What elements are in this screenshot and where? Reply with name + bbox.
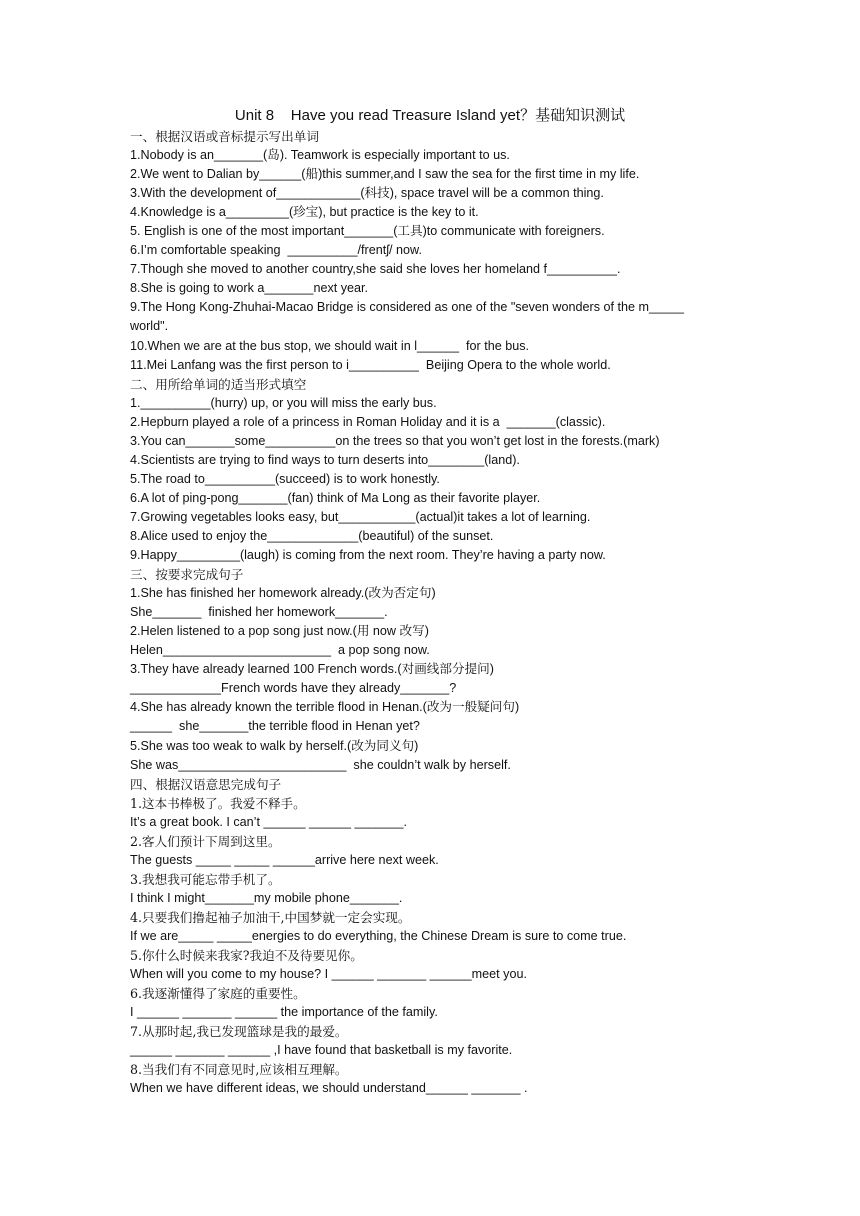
exercise-line: world". bbox=[130, 319, 169, 334]
page-title: Unit 8 Have you read Treasure Island yet？基础知识测试 bbox=[234, 107, 626, 124]
exercise-line: ______ _______ ______ ,I have found that basketball is my favorite. bbox=[130, 1043, 513, 1058]
exercise-line: 5. English is one of the most important_______(工具)to communicate with foreigners. bbox=[130, 224, 605, 239]
exercise-line: 4.She has already known the terrible flood in Henan.(改为一般疑问句) bbox=[130, 700, 520, 715]
exercise-line: 10.When we are at the bus stop, we should wait in l______ for the bus. bbox=[130, 338, 530, 353]
exercise-line: 1.She has finished her homework already.(改为否定句) bbox=[130, 586, 436, 601]
exercise-line: When we have different ideas, we should understand______ _______ . bbox=[130, 1081, 528, 1096]
exercise-line: 6.I’m comfortable speaking __________/frentʃ/ now. bbox=[130, 243, 422, 258]
exercise-line: 11.Mei Lanfang was the first person to i__________ Beijing Opera to the whole world. bbox=[130, 357, 611, 372]
exercise-line: _____________French words have they already_______? bbox=[130, 681, 457, 696]
section-heading: 7.从那时起,我已发现篮球是我的最爱。 bbox=[130, 1024, 348, 1040]
section-heading: 8.当我们有不同意见时,应该相互理解。 bbox=[130, 1062, 348, 1078]
exercise-line: 1.Nobody is an_______(岛). Teamwork is especially important to us. bbox=[130, 148, 510, 163]
exercise-line: When will you come to my house? I ______ _______ ______meet you. bbox=[130, 967, 527, 982]
exercise-line: It’s a great book. I can’t ______ ______ _______. bbox=[130, 814, 408, 829]
section-heading: 5.你什么时候来我家?我迫不及待要见你。 bbox=[130, 948, 363, 964]
section-heading: 6.我逐渐懂得了家庭的重要性。 bbox=[130, 986, 306, 1002]
section-heading: 3.我想我可能忘带手机了。 bbox=[130, 871, 281, 887]
section-heading: 三、按要求完成句子 bbox=[130, 567, 244, 583]
exercise-line: If we are_____ _____energies to do everything, the Chinese Dream is sure to come true. bbox=[130, 928, 627, 943]
exercise-line: The guests _____ _____ ______arrive here next week. bbox=[130, 852, 439, 867]
exercise-line: 7.Growing vegetables looks easy, but___________(actual)it takes a lot of learning. bbox=[130, 509, 591, 524]
exercise-line: 4.Knowledge is a_________(珍宝), but practice is the key to it. bbox=[130, 205, 479, 220]
exercise-line: 8.She is going to work a_______next year. bbox=[130, 281, 369, 296]
exercise-line: 9.The Hong Kong-Zhuhai-Macao Bridge is considered as one of the "seven wonders of the m_____ bbox=[130, 300, 685, 315]
exercise-body bbox=[130, 127, 730, 1098]
exercise-line: 1.__________(hurry) up, or you will miss the early bus. bbox=[130, 395, 437, 410]
exercise-line: 2.Hepburn played a role of a princess in Roman Holiday and it is a _______(classic). bbox=[130, 414, 606, 429]
section-heading: 四、根据汉语意思完成句子 bbox=[130, 776, 282, 792]
section-heading: 二、用所给单词的适当形式填空 bbox=[130, 376, 307, 392]
exercise-line: 6.A lot of ping-pong_______(fan) think of Ma Long as their favorite player. bbox=[130, 490, 541, 505]
exercise-line: ______ she_______the terrible flood in Henan yet? bbox=[130, 719, 420, 734]
section-heading: 2.客人们预计下周到这里。 bbox=[130, 833, 281, 849]
exercise-line: 5.She was too weak to walk by herself.(改为同义句) bbox=[130, 738, 419, 753]
exercise-line: 2.Helen listened to a pop song just now.(用 now 改写) bbox=[130, 624, 429, 639]
exercise-line: 5.The road to__________(succeed) is to work honestly. bbox=[130, 471, 440, 486]
exercise-line: She was________________________ she couldn’t walk by herself. bbox=[130, 757, 511, 772]
exercise-line: I ______ _______ ______ the importance of the family. bbox=[130, 1005, 438, 1020]
exercise-line: 2.We went to Dalian by______(船)this summer,and I saw the sea for the first time in my life. bbox=[130, 167, 640, 182]
section-heading: 一、根据汉语或音标提示写出单词 bbox=[130, 129, 319, 144]
exercise-line: 8.Alice used to enjoy the_____________(beautiful) of the sunset. bbox=[130, 528, 494, 543]
exercise-line: Helen________________________ a pop song now. bbox=[130, 643, 430, 658]
exercise-line: 3.You can_______some__________on the trees so that you won’t get lost in the forests.(mark) bbox=[130, 433, 660, 448]
exercise-line: 4.Scientists are trying to find ways to turn deserts into________(land). bbox=[130, 452, 520, 467]
exercise-line: I think I might_______my mobile phone_______. bbox=[130, 890, 403, 905]
section-heading: 4.只要我们撸起袖子加油干,中国梦就一定会实现。 bbox=[130, 909, 411, 925]
exercise-line: She_______ finished her homework_______. bbox=[130, 605, 388, 620]
exercise-line: 7.Though she moved to another country,she said she loves her homeland f__________. bbox=[130, 262, 621, 277]
exercise-line: 3.With the development of____________(科技), space travel will be a common thing. bbox=[130, 186, 604, 201]
exercise-line: 3.They have already learned 100 French words.(对画线部分提问) bbox=[130, 662, 494, 677]
exercise-line: 9.Happy_________(laugh) is coming from the next room. They’re having a party now. bbox=[130, 548, 606, 563]
section-heading: 1.这本书棒极了。我爱不释手。 bbox=[130, 795, 306, 811]
